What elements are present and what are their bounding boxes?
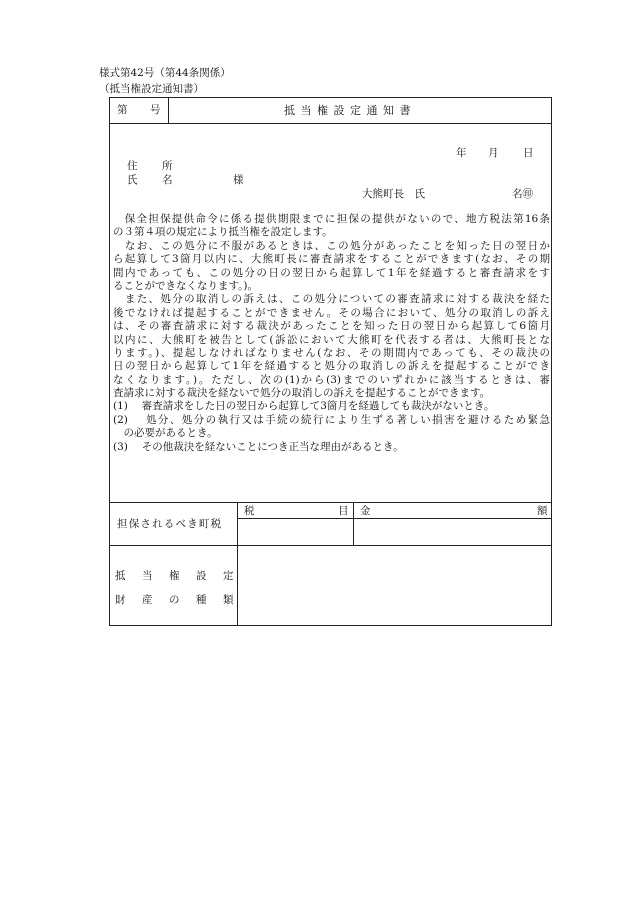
body-line: また、処分の取消しの訴えは、この処分についての審査請求に対する裁決を経た [113, 293, 550, 306]
property-label-char: 設 [196, 570, 207, 582]
body-line: 後でなければ提起することができません。その場合において、処分の取消しの訴え [113, 306, 550, 319]
document-title: 抵 当 権 設 定 通 知 書 [284, 104, 412, 117]
property-label-char: 権 [169, 570, 180, 582]
property-label-char: 種 [196, 594, 207, 606]
body-line: ります。)、提起しなければなりません(なお、その期間内であっても、その裁決の [113, 346, 550, 359]
body-line: の３第４項の規定により抵当権を設定します。 [113, 226, 333, 239]
tax-item-header-2: 目 [338, 505, 349, 517]
tax-amount-divider [353, 502, 354, 545]
address-label-1: 住 [127, 160, 138, 172]
property-label-char: 定 [223, 570, 234, 582]
property-label-char: 財 [115, 594, 126, 606]
body-line: (1) 審査請求をした日の翌日から起算して3箇月を経過しても裁決がないとき。 [113, 400, 495, 413]
honorific: 様 [233, 174, 244, 186]
body-line: なくなります。)。ただし、次の(1)から(3)までのいずれかに該当するときは、審 [113, 373, 550, 386]
property-label-char: 類 [223, 594, 234, 606]
name-label-1: 氏 [127, 174, 138, 186]
body-line: 保全担保提供命令に係る提供期限までに担保の提供がないので、地方税法第16条 [113, 213, 550, 225]
body-line: なお、この処分に不服があるときは、この処分があったことを知った日の翌日か [113, 239, 550, 252]
tax-row-label: 担保されるべき町税 [117, 518, 223, 530]
header-divider [109, 123, 552, 124]
amount-header-1: 金 [360, 505, 371, 517]
property-label-char: 産 [142, 594, 153, 606]
number-label-1: 第 [117, 104, 128, 116]
property-label-char: の [169, 594, 180, 606]
body-line: は、その審査請求に対する裁決があったことを知った日の翌日から起算して6箇月 [113, 320, 550, 333]
notice-body [113, 213, 550, 454]
form-subtitle: （抵当権設定通知書） [99, 83, 204, 95]
issuer-seal: 名㊞ [512, 188, 533, 200]
date-year: 年 [456, 147, 467, 159]
date-month: 月 [488, 147, 499, 159]
date-day: 日 [523, 147, 534, 159]
body-line: 日の翌日から起算して1年を経過すると処分の取消しの訴えを提起することができ [113, 360, 550, 373]
number-label-2: 号 [150, 104, 161, 116]
tax-label-divider [237, 502, 238, 626]
body-line: (2) 処分、処分の執行又は手続の続行により生ずる著しい損害を避けるため緊急 [113, 413, 550, 426]
tax-item-header-1: 税 [244, 505, 255, 517]
address-label-2: 所 [162, 160, 173, 172]
property-label-char: 当 [142, 570, 153, 582]
issuer-title: 大熊町長 氏 [362, 188, 425, 200]
name-label-2: 名 [162, 174, 173, 186]
property-label-char: 抵 [115, 570, 126, 582]
body-line: ることができなくなります。)。 [113, 279, 259, 292]
body-line: 間内であっても、この処分の日の翌日から起算して1年を経過すると審査請求をす [113, 266, 550, 279]
amount-header-2: 額 [537, 505, 548, 517]
body-line: (3) その他裁決を経ないことにつき正当な理由があるとき。 [113, 440, 404, 453]
tax-header-divider [237, 518, 552, 519]
body-line: 査請求に対する裁決を経ないで処分の取消しの訴えを提起することができます。 [113, 387, 491, 400]
tax-table-top-border [109, 502, 552, 503]
form-code: 様式第42号（第44条関係） [99, 67, 231, 79]
body-line: ら起算して3箇月以内に、大熊町長に審査請求をすることができます(なお、その期 [113, 253, 550, 266]
body-line: の必要があるとき。 [113, 427, 218, 440]
body-line: 以内に、大熊町を被告として(訴訟において大熊町を代表する者は、大熊町長とな [113, 333, 550, 346]
number-cell-divider [168, 97, 169, 123]
property-row-divider [109, 545, 552, 546]
